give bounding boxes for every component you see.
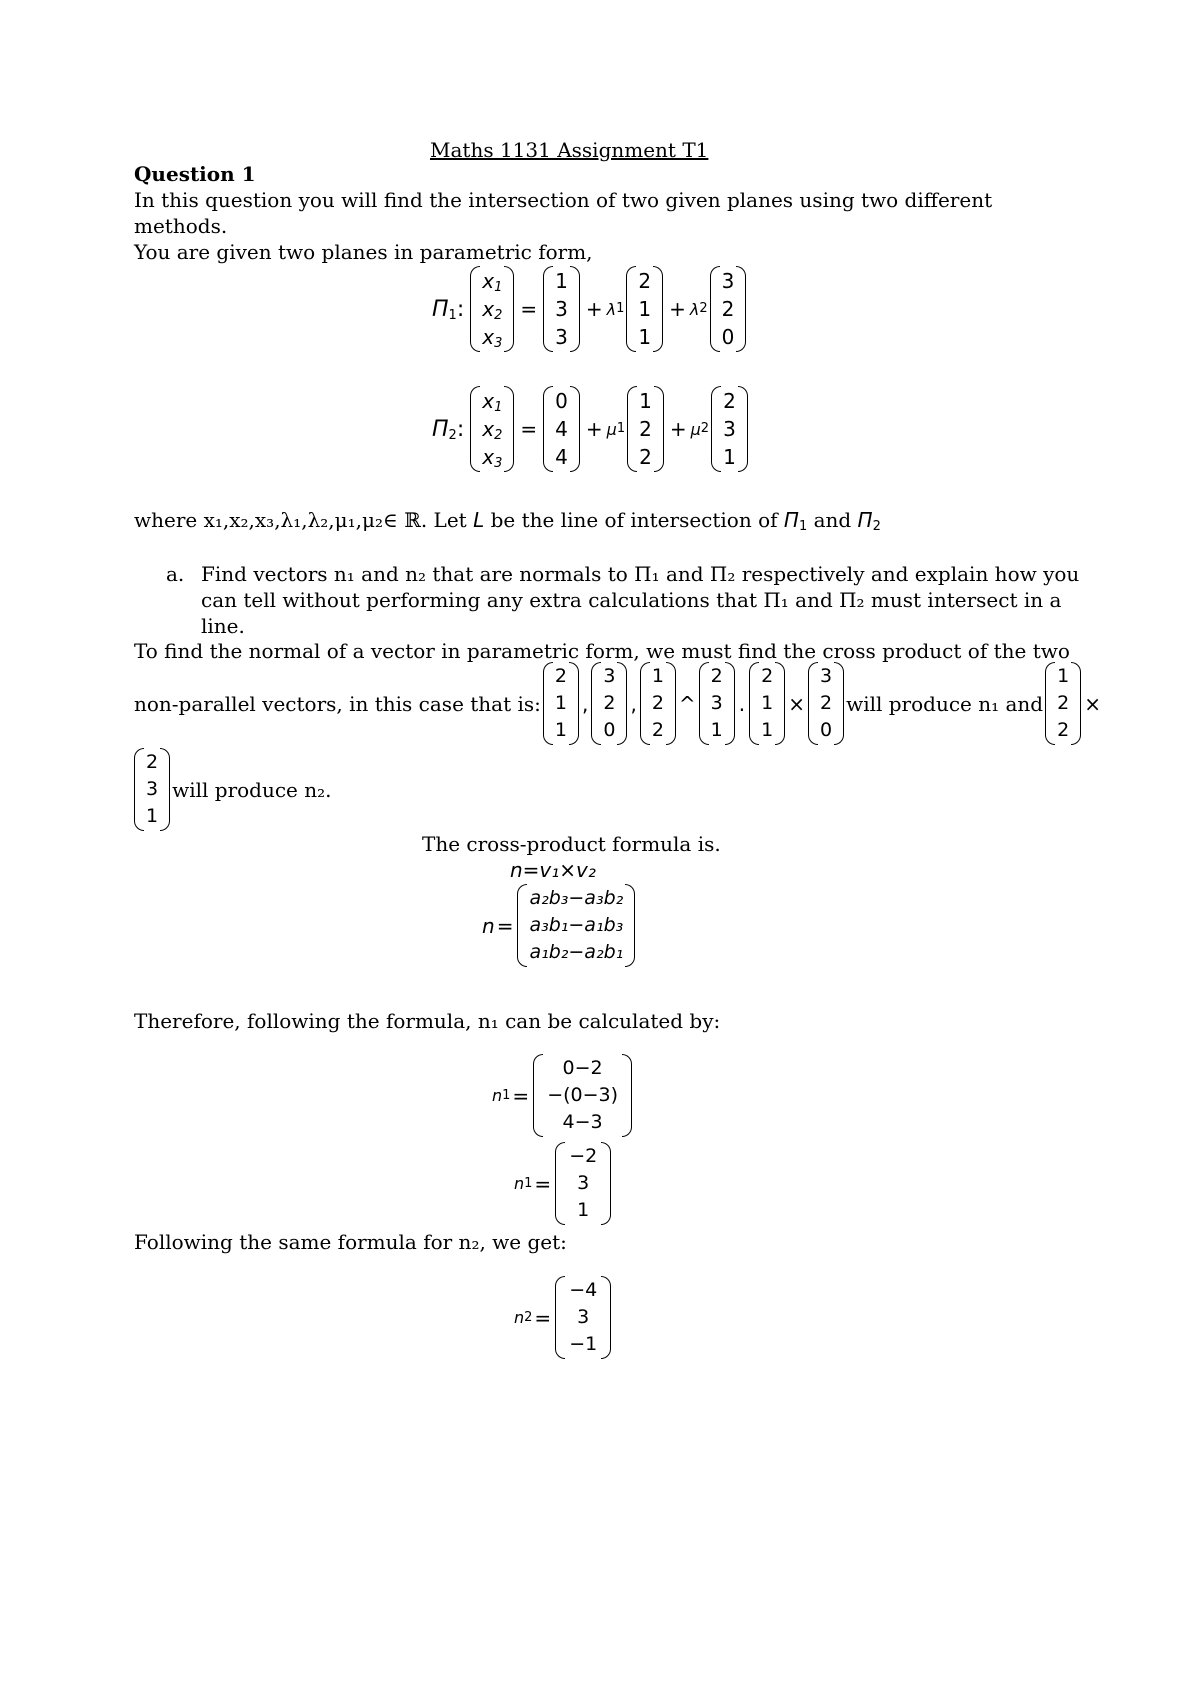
answer-vectors-line: non-parallel vectors, in this case that is: 2 1 1 , 3 2 0 , 1 2 2 ^ 2 3 1 . 2 1 1 × 3 2 0 will produce n₁ and 1 2 2 × <box>134 662 1102 745</box>
plane1-x-vector: $x_1$ $x_2$ $x_3$ <box>470 266 514 352</box>
plane2-direction2-vector: 2 3 1 <box>711 386 748 472</box>
plane1-equation: $\Pi_1$: $x_1$ $x_2$ $x_3$ = 1 3 3 + λ 1 2 1 1 + λ 2 3 2 0 <box>432 266 748 352</box>
plane1-direction1-vector: 2 1 1 <box>626 266 663 352</box>
vector-d3: 1 2 2 <box>640 662 676 745</box>
vector-d3-cross: 1 2 2 <box>1045 662 1081 745</box>
vector-d1: 2 1 1 <box>543 662 579 745</box>
part-a-line-3: line. <box>201 614 245 638</box>
answer-vector-line-3 <box>134 748 332 831</box>
vector-d4-cross: 2 3 1 <box>134 748 170 831</box>
where-line: where x₁,x₂,x₃,λ₁,λ₂,μ₁,μ₂∈ ℝ. Let L be the line of intersection of $\Pi_1$ and $\Pi_2$ <box>134 508 881 534</box>
plane1-direction2-vector: 3 2 0 <box>710 266 747 352</box>
part-a-marker: a. <box>166 562 185 586</box>
plane2-label: $\Pi_2$: <box>432 416 465 443</box>
plane2-point-vector: 0 4 4 <box>543 386 580 472</box>
cross-formula-matrix: n = a₂b₃−a₃b₂ a₃b₁−a₁b₃ a₁b₂−a₂b₁ <box>482 884 637 967</box>
plane2-equation: $\Pi_2$: $x_1$ $x_2$ $x_3$ = 0 4 4 + μ 1 1 2 2 + μ 2 2 3 1 <box>432 386 750 472</box>
plane2-direction1-vector: 1 2 2 <box>627 386 664 472</box>
document-title: Maths 1131 Assignment T1 <box>430 138 709 162</box>
following-line: Following the same formula for n₂, we get: <box>134 1230 567 1254</box>
plane1-label: $\Pi_1$: <box>432 296 465 323</box>
answer-line-1: To find the normal of a vector in parametric form, we must find the cross product of the two <box>134 639 1070 663</box>
question-heading: Question 1 <box>134 162 256 186</box>
cross-formula-heading: The cross-product formula is. <box>422 832 721 856</box>
will-produce-n2-text: will produce n₂. <box>172 777 332 802</box>
n2-result: n 2 = −4 3 −1 <box>514 1276 613 1359</box>
intro-line-1: In this question you will find the intersection of two given planes using two different <box>134 188 993 212</box>
therefore-line: Therefore, following the formula, n₁ can be calculated by: <box>134 1009 721 1033</box>
answer-line-2-prefix: non-parallel vectors, in this case that is: <box>134 691 541 716</box>
part-a-line-1: Find vectors n₁ and n₂ that are normals to Π₁ and Π₂ respectively and explain how you <box>201 562 1080 586</box>
given-line: You are given two planes in parametric form, <box>134 240 593 264</box>
intro-line-2: methods. <box>134 214 228 238</box>
vector-d4: 2 3 1 <box>699 662 735 745</box>
n1-calculation: n 1 = 0−2 −(0−3) 4−3 <box>492 1054 634 1137</box>
vector-d2: 3 2 0 <box>591 662 627 745</box>
n1-result: n 1 = −2 3 1 <box>514 1142 613 1225</box>
part-a-line-2: can tell without performing any extra calculations that Π₁ and Π₂ must intersect in a <box>201 588 1062 612</box>
will-produce-n1-text: will produce n₁ and <box>846 691 1044 716</box>
vector-d2-cross: 3 2 0 <box>808 662 844 745</box>
plane2-x-vector: $x_1$ $x_2$ $x_3$ <box>470 386 514 472</box>
cross-formula-line: n=v₁×v₂ <box>510 858 596 882</box>
plane1-point-vector: 1 3 3 <box>543 266 580 352</box>
vector-d1-cross: 2 1 1 <box>749 662 785 745</box>
